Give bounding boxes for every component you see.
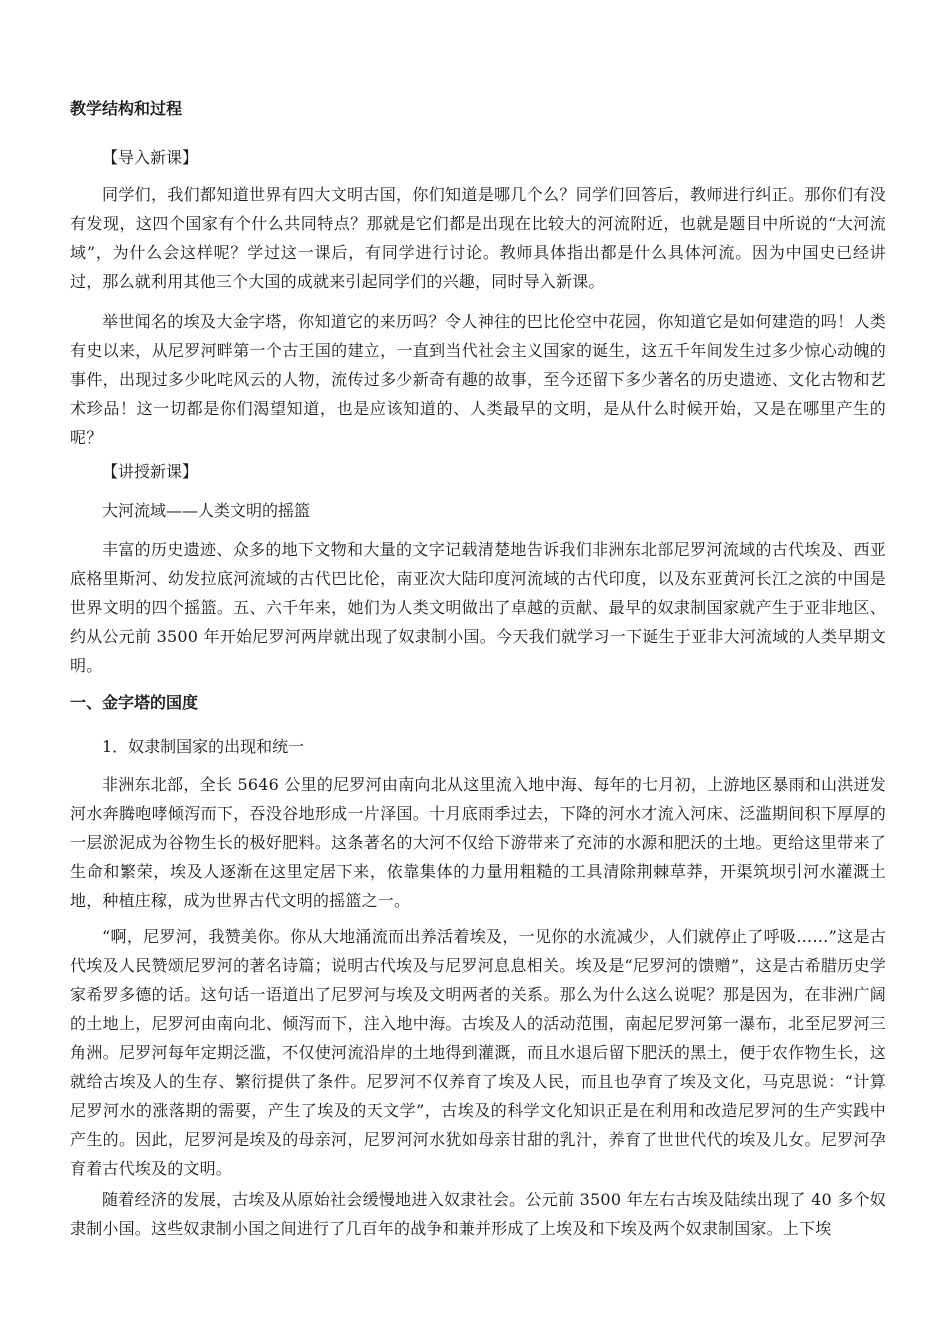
- paragraph-nile-poem: “啊，尼罗河，我赞美你。你从大地涌流而出养活着埃及，一见你的水流减少，人们就停止了呼吸……”这是古代埃及人民赞颂尼罗河的著名诗篇；说明古代埃及与尼罗河息息相关。埃及是“尼罗河的馈赠”，这是古希腊历史学家希罗多德的话。这句话一语道出了尼罗河与埃及文明两者的关系。那么为什么这么说呢？那是因为，在非洲广阔的土地上，尼罗河由南向北、倾泻而下，注入地中海。古埃及人的活动范围，南起尼罗河第一瀑布，北至尼罗河三角洲。尼罗河每年定期泛滥，不仅使河流沿岸的土地得到灌溉，而且水退后留下肥沃的黑土，便于农作物生长，这就给古埃及人的生存、繁衍提供了条件。尼罗河不仅养育了埃及人民，而且也孕育了埃及文化，马克思说：“计算尼罗河水的涨落期的需要，产生了埃及的天文学”，古埃及的科学文化知识正是在利用和改造尼罗河的生产实践中产生的。因此，尼罗河是埃及的母亲河，尼罗河河水犹如母亲甘甜的乳汁，养育了世世代代的埃及儿女。尼罗河孕育着古代埃及的文明。: [70, 927, 886, 1178]
- paragraph-motivation: 举世闻名的埃及大金字塔，你知道它的来历吗？令人神往的巴比伦空中花园，你知道它是如何建造的吗！人类有史以来，从尼罗河畔第一个古王国的建立，一直到当代社会主义国家的诞生，这五千年间发生过多少惊心动魄的事件，出现过多少叱咤风云的人物，流传过多少新奇有趣的故事，至今还留下多少著名的历史遗迹、文化古物和艺术珍品！这一切都是你们渴望知道，也是应该知道的、人类最早的文明，是从什么时候开始，又是在哪里产生的呢？: [70, 312, 886, 447]
- subheading-slave-state: 1．奴隶制国家的出现和统一: [102, 737, 305, 756]
- document-title: 教学结构和过程: [70, 99, 183, 118]
- paragraph-intro: 同学们，我们都知道世界有四大文明古国，你们知道是哪几个么？同学们回答后，教师进行纠正。那你们有没有发现，这四个国家有个什么共同特点？那就是它们都是出现在比较大的河流附近，也就是题目中所说的“大河流域”，为什么会这样呢？学过这一课后，有同学进行讨论。教师具体指出都是什么具体河流。因为中国史已经讲过，那么就利用其他三个大国的成就来引起同学们的兴趣，同时导入新课。: [70, 185, 886, 291]
- lesson-subtitle: 大河流域——人类文明的摇篮: [102, 501, 311, 520]
- paragraph-unification: 随着经济的发展，古埃及从原始社会缓慢地进入奴隶社会。公元前 3500 年左右古埃及陆续出现了 40 多个奴隶制小国。这些奴隶制小国之间进行了几百年的战争和兼并形成了上埃及和下埃及两个奴隶制国家。上下埃: [70, 1190, 886, 1238]
- section-label-intro: 【导入新课】: [102, 148, 199, 167]
- paragraph-overview: 丰富的历史遗迹、众多的地下文物和大量的文字记载清楚地告诉我们非洲东北部尼罗河流域的古代埃及、西亚底格里斯河、幼发拉底河流域的古代巴比伦，南亚次大陆印度河流域的古代印度，以及东亚黄河长江之滨的中国是世界文明的四个摇篮。五、六千年来，她们为人类文明做出了卓越的贡献、最早的奴隶制国家就产生于亚非地区、约从公元前 3500 年开始尼罗河两岸就出现了奴隶制小国。今天我们就学习一下诞生于亚非大河流域的人类早期文明。: [70, 540, 886, 675]
- paragraph-nile: 非洲东北部，全长 5646 公里的尼罗河由南向北从这里流入地中海、每年的七月初，上游地区暴雨和山洪迸发河水奔腾咆哮倾泻而下，吞没谷地形成一片泽国。十月底雨季过去，下降的河水才流入河床、泛滥期间积下厚厚的一层淤泥成为谷物生长的极好肥料。这条著名的大河不仅给下游带来了充沛的水源和肥沃的土地。更给这里带来了生命和繁荣，埃及人逐渐在这里定居下来，依靠集体的力量用粗糙的工具清除荆棘草莽，开渠筑坝引河水灌溉土地，种植庄稼，成为世界古代文明的摇篮之一。: [70, 775, 886, 910]
- section-label-teach: 【讲授新课】: [102, 462, 199, 481]
- heading-pyramid-nation: 一、金字塔的国度: [70, 693, 199, 712]
